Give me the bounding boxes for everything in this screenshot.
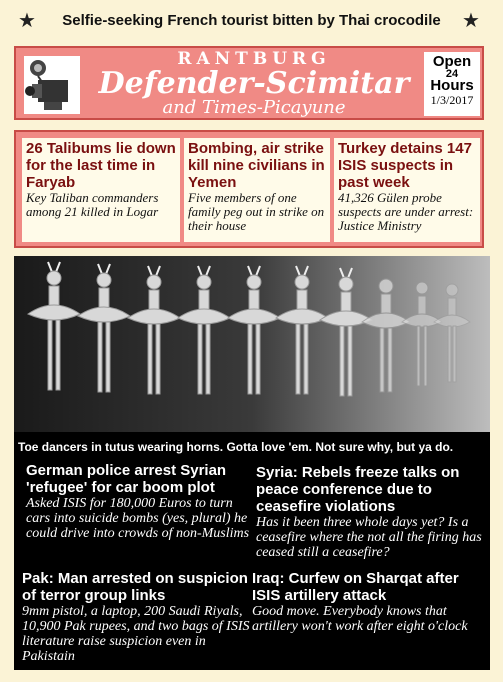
news-subhead: Good move. Everybody knows that artillery won't work after eight o'clock <box>252 604 468 634</box>
news-headline[interactable]: Iraq: Curfew on Sharqat after ISIS artillery attack <box>252 570 459 604</box>
news-subhead: Has it been three whole days yet? Is a ceasefire where the not all the firing has ceased still a ceasefire? <box>256 515 482 560</box>
story-subhead: 41,326 Gülen probe suspects are under arrest: Justice Ministry <box>338 190 474 233</box>
open-hours-box <box>424 52 480 116</box>
news-headline[interactable]: German police arrest Syrian 'refugee' for car boom plot <box>26 462 227 496</box>
story-subhead: Five members of one family peg out in strike on their house <box>188 190 325 233</box>
brand-line3: and Times-Picayune <box>162 97 346 118</box>
top-headline-link[interactable]: Selfie-seeking French tourist bitten by Thai crocodile <box>62 11 441 29</box>
news-item[interactable] <box>252 570 488 634</box>
masthead <box>14 46 484 120</box>
story-headline[interactable]: Turkey detains 147 ISIS suspects in past week <box>338 140 472 191</box>
brand-line2: Defender-Scimitar <box>98 66 410 101</box>
story-card[interactable] <box>22 138 180 242</box>
hours-label: Hours <box>430 77 474 94</box>
top-banner <box>0 0 503 40</box>
open-hours-number: 24 <box>445 68 459 80</box>
brand-title <box>86 50 422 117</box>
news-item[interactable] <box>256 464 486 560</box>
news-headline[interactable]: Syria: Rebels freeze talks on peace conference due to ceasefire violations <box>256 464 460 515</box>
story-card[interactable] <box>184 138 330 242</box>
news-item[interactable] <box>26 462 256 541</box>
feature-section <box>14 256 490 670</box>
news-item[interactable] <box>22 570 258 664</box>
story-subhead: Key Taliban commanders among 21 killed in Logar <box>26 190 159 219</box>
open-label: Open <box>432 53 472 70</box>
brand-line1: RANTBURG <box>177 49 331 69</box>
news-subhead: Asked ISIS for 180,000 Euros to turn cars into suicide bombs (yes, plural) he could drive into crowds of non-Muslims <box>26 496 250 541</box>
news-headline[interactable]: Pak: Man arrested on suspicion of terror group links <box>22 570 248 604</box>
story-headline[interactable]: 26 Talibums lie down for the last time in Faryab <box>26 140 176 191</box>
dancers-photo[interactable] <box>14 256 490 432</box>
story-card[interactable] <box>334 138 480 242</box>
issue-date: 1/3/2017 <box>430 93 474 107</box>
story-headline[interactable]: Bombing, air strike kill nine civilians in Yemen <box>188 140 325 191</box>
star-icon: ★ <box>462 10 480 32</box>
top-stories <box>14 130 484 248</box>
star-icon: ★ <box>18 10 36 32</box>
news-subhead: 9mm pistol, a laptop, 200 Saudi Riyals, 10,900 Pak rupees, and two bags of ISIS literature raise suspicion even in Pakistain <box>22 604 250 664</box>
camera-icon <box>24 56 80 114</box>
photo-caption: Toe dancers in tutus wearing horns. Gotta love 'em. Not sure why, but ya do. <box>18 440 454 454</box>
